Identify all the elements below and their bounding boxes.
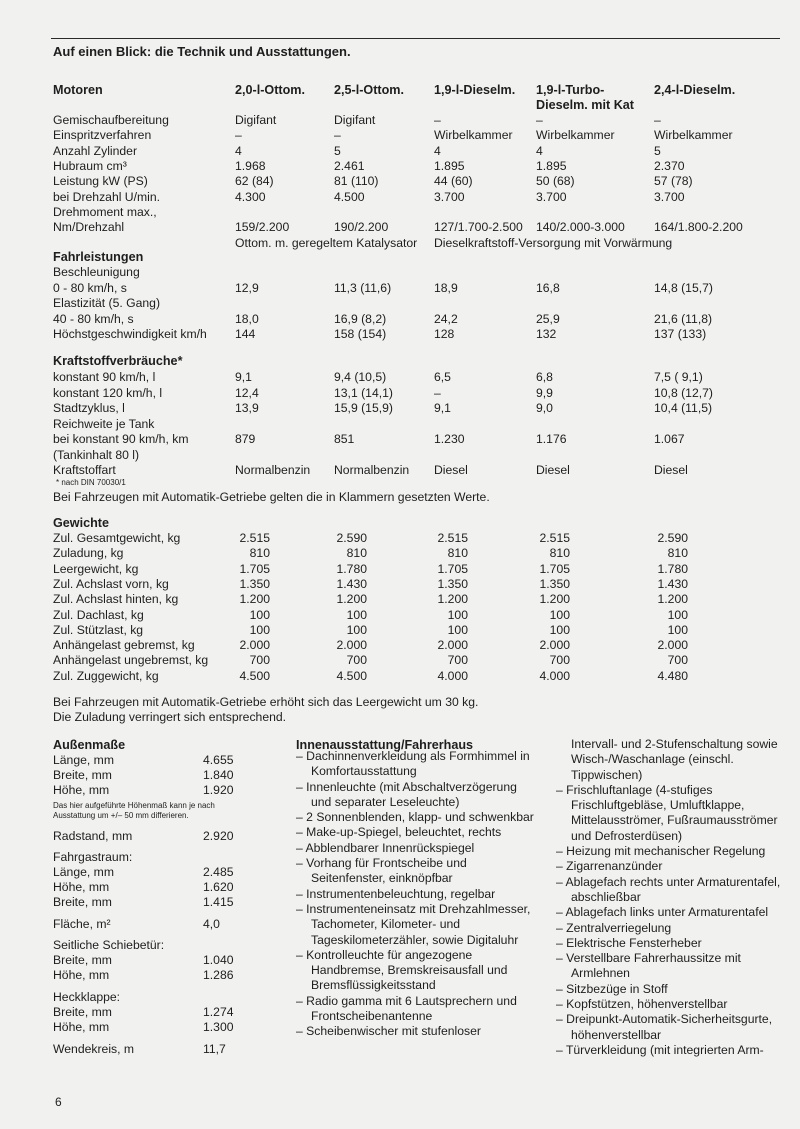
cell-value: 100 [667,622,688,637]
row-label: Beschleunigung [53,265,140,279]
equipment-item [556,1012,782,1043]
cell-value: 25,9 [536,311,560,326]
cell-value: 2.461 [334,158,365,173]
dash-bullet: – [296,947,307,962]
row-label: Zul. Zuggewicht, kg [53,668,159,683]
cell-value: 14,8 (15,7) [654,280,713,295]
cell-value: Diesel [536,463,570,477]
equipment-item [556,844,782,859]
cell-value: 5 [334,143,341,158]
cell-value: 159/2.200 [235,220,290,235]
cell-value: 144 [235,327,256,341]
cell-value: 4.000 [539,668,570,683]
equipment-item [296,780,534,811]
cell-value: 100 [346,622,367,637]
fahrgastraum-title: Fahrgastraum: [53,850,133,864]
row-label: Reichweite je Tank [53,416,155,431]
cell-value: 140/2.000-3.000 [536,220,625,235]
equipment-item [556,905,782,920]
equipment-text: Sitzbezüge in Stoff [566,981,668,996]
dash-bullet: – [296,749,307,763]
dim-label: Höhe, mm [53,783,110,797]
cell-value: 700 [667,653,688,668]
equipment-text: Make-up-Spiegel, beleuchtet, rechts [306,825,502,840]
equipment-item [556,783,782,844]
dash-bullet: – [296,856,307,871]
cell-value: 1.200 [539,592,570,607]
equipment-text: Ablagefach rechts unter Armaturentafel, abschließbar [565,874,781,904]
cell-value: – [235,128,242,143]
row-label: Zul. Dachlast, kg [53,607,144,622]
fahrleistungen-title: Fahrleistungen [53,250,144,264]
dash-bullet: – [296,901,307,916]
cell-value: 24,2 [434,311,458,326]
dim-value: 1.274 [203,1005,234,1019]
cell-value: 1.430 [336,576,367,591]
dash-bullet: – [556,859,567,874]
cell-value: 5 [654,143,661,158]
row-label: Drehmoment max., [53,204,157,219]
dim-value: 4,0 [203,917,220,931]
cell-value: 11,3 (11,6) [334,280,392,295]
equipment-text: Elektrische Fensterheber [566,935,702,950]
cell-value: 3.700 [434,189,465,204]
cell-value: 100 [447,622,468,637]
cell-value: 158 (154) [334,327,387,341]
equipment-item [556,921,782,936]
cell-value: 4.500 [239,668,270,683]
dash-bullet: – [556,1012,567,1027]
cell-value: 9,4 (10,5) [334,370,387,384]
dim-value: 1.840 [203,768,234,782]
equipment-text: Frischluftanlage (4-stufiges Frischluftgebläse, Umluftklappe, Mittelausströmer, Fußraumausströmer und Defrosterdüsen) [566,782,778,843]
schiebetuer-title: Seitliche Schiebetür: [53,938,165,952]
equipment-item [296,902,534,948]
equipment-item [296,856,534,887]
cell-value: 100 [667,607,688,622]
dim-value: 1.920 [203,783,234,797]
col-header: 2,5-l-Ottom. [334,83,404,97]
cell-value: 3.700 [654,189,685,204]
cell-value: 190/2.200 [334,220,389,235]
equipment-item [296,994,534,1025]
cell-value: Wirbelkammer [654,128,733,143]
equipment-text: Kontrolleuchte für angezogene Handbremse, Bremskreisausfall und Bremsflüssigkeitsstand [306,947,508,993]
cell-value: 1.780 [657,561,688,576]
cell-value: 810 [549,546,570,561]
dim-label: Länge, mm [53,865,114,879]
cell-value: 21,6 (11,8) [654,311,713,326]
page-heading: Auf einen Blick: die Technik und Ausstattungen. [53,44,351,59]
col-header: 1,9-l-Dieselm. [434,83,516,97]
cell-value: 128 [434,327,455,341]
equipment-text: Verstellbare Fahrerhaussitze mit Armlehnen [566,951,741,981]
diesel-note: Dieselkraftstoff-Versorgung mit Vorwärmung [434,236,673,250]
cell-value: 810 [346,546,367,561]
cell-value: 2.590 [657,531,688,545]
row-label: Höchstgeschwindigkeit km/h [53,327,207,341]
cell-value: 100 [549,622,570,637]
cell-value: 44 (60) [434,174,473,189]
equipment-item [556,859,782,874]
cell-value: 100 [249,622,270,637]
dash-bullet: – [296,886,307,901]
cell-value: 18,9 [434,280,458,295]
row-label: Stadtzyklus, l [53,401,125,415]
hoehe-note: Das hier aufgeführte Höhenmaß kann je nach [53,801,215,810]
dash-bullet: – [556,935,567,950]
row-label: Anhängelast gebremst, kg [53,638,195,653]
cell-value: 1.350 [539,576,570,591]
dash-bullet: – [556,951,567,966]
equipment-item [296,825,534,840]
equipment-item [556,982,782,997]
dim-label: Breite, mm [53,953,112,967]
row-label: Einspritzverfahren [53,128,152,143]
kraftstoff-note: Bei Fahrzeugen mit Automatik-Getriebe gelten die in Klammern gesetzten Werte. [53,490,490,504]
dash-bullet: – [296,779,307,794]
dash-bullet: – [556,1042,566,1057]
cell-value: 12,9 [235,280,259,295]
cell-value: 7,5 ( 9,1) [654,370,703,384]
cell-value: 4 [235,143,242,158]
cell-value: 700 [249,653,270,668]
equipment-text: Türverkleidung (mit integrierten Arm- [565,1042,764,1057]
cell-value: 1.200 [437,592,468,607]
cell-value: Digifant [235,113,277,127]
dash-bullet: – [556,782,567,797]
equipment-text: Zigarrenanzünder [566,859,663,874]
cell-value: 2.590 [336,531,367,545]
equipment-text: Kopfstützen, höhenverstellbar [566,997,728,1012]
equipment-item [556,951,782,982]
cell-value: 2.515 [437,531,468,545]
cell-value: 810 [249,546,270,561]
cell-value: Wirbelkammer [434,128,513,143]
dim-value: 1.040 [203,953,234,967]
cell-value: Diesel [434,463,468,477]
top-rule [51,38,780,39]
row-label: Zuladung, kg [53,546,124,561]
equipment-text: Scheibenwischer mit stufenloser [306,1024,481,1039]
equipment-item [296,948,534,994]
dim-label: Breite, mm [53,768,112,782]
dim-label: Höhe, mm [53,880,110,894]
equipment-text: Heizung mit mechanischer Regelung [566,844,766,859]
row-label: Zul. Stützlast, kg [53,622,144,637]
cell-value: 164/1.800-2.200 [654,220,743,235]
cell-value: 2.000 [336,638,367,653]
cell-value: 1.350 [239,576,270,591]
cell-value: 9,1 [434,401,451,415]
equipment-item [556,1043,782,1058]
cell-value: 100 [549,607,570,622]
cell-value: 1.895 [434,158,465,173]
row-label: Hubraum cm³ [53,158,127,173]
cell-value: 2.000 [239,638,270,653]
equipment-item [556,936,782,951]
equipment-item [296,841,534,856]
cell-value: 700 [549,653,570,668]
dim-label: Breite, mm [53,1005,112,1019]
dim-value: 11,7 [203,1042,226,1056]
cell-value: 137 (133) [654,327,707,341]
cell-value: – [434,113,441,127]
cell-value: 18,0 [235,311,259,326]
cell-value: 1.430 [657,576,688,591]
row-label: bei konstant 90 km/h, km [53,432,189,446]
dim-value: 1.620 [203,880,234,894]
dash-bullet: – [296,1024,307,1039]
dash-bullet: – [296,993,307,1008]
cell-value: Digifant [334,113,376,127]
gewichte-note: Bei Fahrzeugen mit Automatik-Getriebe erhöht sich das Leergewicht um 30 kg. [53,695,479,709]
row-label: Elastizität (5. Gang) [53,296,161,310]
cell-value: 16,8 [536,280,560,295]
row-label: Kraftstoffart [53,463,116,477]
dim-label: Höhe, mm [53,968,110,982]
row-label: Anzahl Zylinder [53,143,137,158]
cell-value: Diesel [654,463,688,477]
cell-value: 57 (78) [654,174,693,189]
col-header: 2,4-l-Dieselm. [654,83,736,97]
cell-value: 50 (68) [536,174,575,189]
row-label: konstant 120 km/h, l [53,385,163,400]
cell-value: 10,4 (11,5) [654,401,713,415]
row-label: Leistung kW (PS) [53,174,148,189]
dash-bullet: – [556,981,567,996]
innen-list-2 [556,737,782,1058]
dim-value: 1.286 [203,968,234,982]
cell-value: 4.300 [235,189,266,204]
cell-value: 100 [346,607,367,622]
cell-value: 2.370 [654,158,685,173]
cell-value: 810 [447,546,468,561]
row-label: Zul. Achslast vorn, kg [53,576,169,591]
cell-value: 1.230 [434,432,465,446]
motoren-title: Motoren [53,83,103,97]
heckklappe-title: Heckklappe: [53,990,121,1004]
row-label: Zul. Achslast hinten, kg [53,592,179,607]
equipment-text: Dachinnenverkleidung als Formhimmel in Komfortausstattung [306,749,530,779]
equipment-item [296,749,534,780]
cell-value: 15,9 (15,9) [334,401,393,415]
row-label: Anhängelast ungebremst, kg [53,653,209,668]
cell-value: 810 [667,546,688,561]
equipment-text: Instrumenteneinsatz mit Drehzahlmesser, Tachometer, Kilometer- und Tageskilometerzähler, sowie Digitaluhr [306,901,531,947]
cell-value: 10,8 (12,7) [654,385,713,400]
gewichte-note: Die Zuladung verringert sich entsprechend. [53,710,287,724]
cell-value: 1.780 [336,561,367,576]
dim-label: Länge, mm [53,753,114,767]
cell-value: 127/1.700-2.500 [434,220,523,235]
col-header: 2,0-l-Ottom. [235,83,305,97]
cell-value: 4 [434,143,441,158]
innen-continuation: Intervall- und 2-Stufenschaltung sowie Wisch-/Waschanlage (einschl. Tippwischen) [571,737,778,782]
row-label: (Tankinhalt 80 l) [53,447,140,462]
cell-value: – [334,128,341,143]
cell-value: 81 (110) [334,174,379,189]
row-label: Gemischaufbereitung [53,113,169,127]
cell-value: 2.000 [539,638,570,653]
dim-label: Höhe, mm [53,1020,110,1034]
dim-value: 1.300 [203,1020,234,1034]
equipment-text: 2 Sonnenblenden, klapp- und schwenkbar [306,810,534,825]
row-label: 0 - 80 km/h, s [53,280,127,295]
cell-value: 4.500 [334,189,365,204]
cell-value: 62 (84) [235,174,274,189]
cell-value: 1.895 [536,158,567,173]
equipment-item [556,875,782,906]
equipment-text: Abblendbarer Innenrückspiegel [305,840,475,855]
dash-bullet: – [556,844,567,859]
cell-value: 851 [334,432,355,446]
dim-value: 2.920 [203,829,234,843]
cell-value: 2.515 [539,531,570,545]
equipment-text: Radio gamma mit 6 Lautsprechern und Frontscheibenantenne [306,993,517,1024]
cell-value: 100 [249,607,270,622]
cell-value: 9,9 [536,385,553,400]
cell-value: 13,9 [235,401,259,415]
dash-bullet: – [296,825,307,840]
dim-label: Fläche, m² [53,917,111,931]
kraftstoff-title: Kraftstoffverbräuche* [53,354,183,368]
cell-value: 100 [447,607,468,622]
cell-value: 1.067 [654,432,685,446]
hoehe-note: Ausstattung um +/– 50 mm differieren. [53,811,189,820]
equipment-text: Zentralverriegelung [566,920,672,935]
equipment-text: Innenleuchte (mit Abschaltverzögerung und separater Leseleuchte) [306,779,517,809]
equipment-item [296,810,534,825]
equipment-item [296,1024,534,1039]
cell-value: 879 [235,432,256,446]
equipment-text: Instrumentenbeleuchtung, regelbar [306,886,496,901]
cell-value: – [434,385,441,400]
dash-bullet: – [296,840,306,855]
innen-list [296,749,534,1040]
cell-value: 12,4 [235,385,259,400]
row-label: konstant 90 km/h, l [53,370,156,384]
aussenmasse-title: Außenmaße [53,738,126,752]
dash-bullet: – [556,905,566,920]
gewichte-title: Gewichte [53,516,109,530]
cell-value: 1.350 [437,576,468,591]
equipment-item [556,997,782,1012]
cell-value: – [654,113,661,127]
cell-value: Wirbelkammer [536,128,615,143]
dash-bullet: – [296,810,307,825]
cell-value: 1.705 [437,561,468,576]
cell-value: – [536,113,543,127]
cell-value: 700 [346,653,367,668]
cell-value: 2.000 [657,638,688,653]
cell-value: 700 [447,653,468,668]
cell-value: Normalbenzin [235,463,311,477]
cell-value: 1.200 [239,592,270,607]
equipment-item [296,887,534,902]
col-header-line2: Dieselm. mit Kat [536,98,634,112]
row-label: Leergewicht, kg [53,561,139,576]
cell-value: 1.968 [235,158,266,173]
equipment-text: Dreipunkt-Automatik-Sicherheitsgurte, höhenverstellbar [566,1012,773,1042]
cell-value: 1.176 [536,432,567,446]
dim-value: 4.655 [203,753,234,767]
cell-value: 1.200 [336,592,367,607]
cell-value: 4.000 [437,668,468,683]
cell-value: 1.200 [657,592,688,607]
dash-bullet: – [556,920,567,935]
cell-value: 6,8 [536,370,553,384]
page-number: 6 [55,1095,62,1109]
row-label: Zul. Gesamtgewicht, kg [53,531,181,545]
innen-title: Innenausstattung/Fahrerhaus [296,738,474,752]
cell-value: 13,1 (14,1) [334,385,393,400]
cell-value: 3.700 [536,189,567,204]
dim-value: 2.485 [203,865,234,879]
dash-bullet: – [556,997,567,1012]
row-label: bei Drehzahl U/min. [53,189,161,204]
row-label: 40 - 80 km/h, s [53,311,134,326]
dash-bullet: – [556,874,566,889]
cell-value: 9,0 [536,401,553,415]
dim-label: Breite, mm [53,895,112,909]
cell-value: 2.515 [239,531,270,545]
cell-value: 9,1 [235,370,252,384]
cell-value: 2.000 [437,638,468,653]
otto-note: Ottom. m. geregeltem Katalysator [235,236,418,250]
kraftstoff-footnote: * nach DIN 70030/1 [56,478,126,487]
dim-label: Radstand, mm [53,829,133,843]
dim-value: 1.415 [203,895,234,909]
cell-value: 1.705 [239,561,270,576]
cell-value: Normalbenzin [334,463,410,477]
cell-value: 6,5 [434,370,451,384]
col-header: 1,9-l-Turbo- [536,83,605,97]
equipment-text: Ablagefach links unter Armaturentafel [565,905,769,920]
cell-value: 16,9 (8,2) [334,311,387,326]
cell-value: 4 [536,143,543,158]
row-label: Nm/Drehzahl [53,220,125,235]
cell-value: 132 [536,327,557,341]
equipment-text: Vorhang für Frontscheibe und Seitenfenster, einknöpfbar [306,856,467,886]
cell-value: 1.705 [539,561,570,576]
dim-label: Wendekreis, m [53,1042,135,1056]
cell-value: 4.480 [657,668,688,683]
cell-value: 4.500 [336,668,367,683]
